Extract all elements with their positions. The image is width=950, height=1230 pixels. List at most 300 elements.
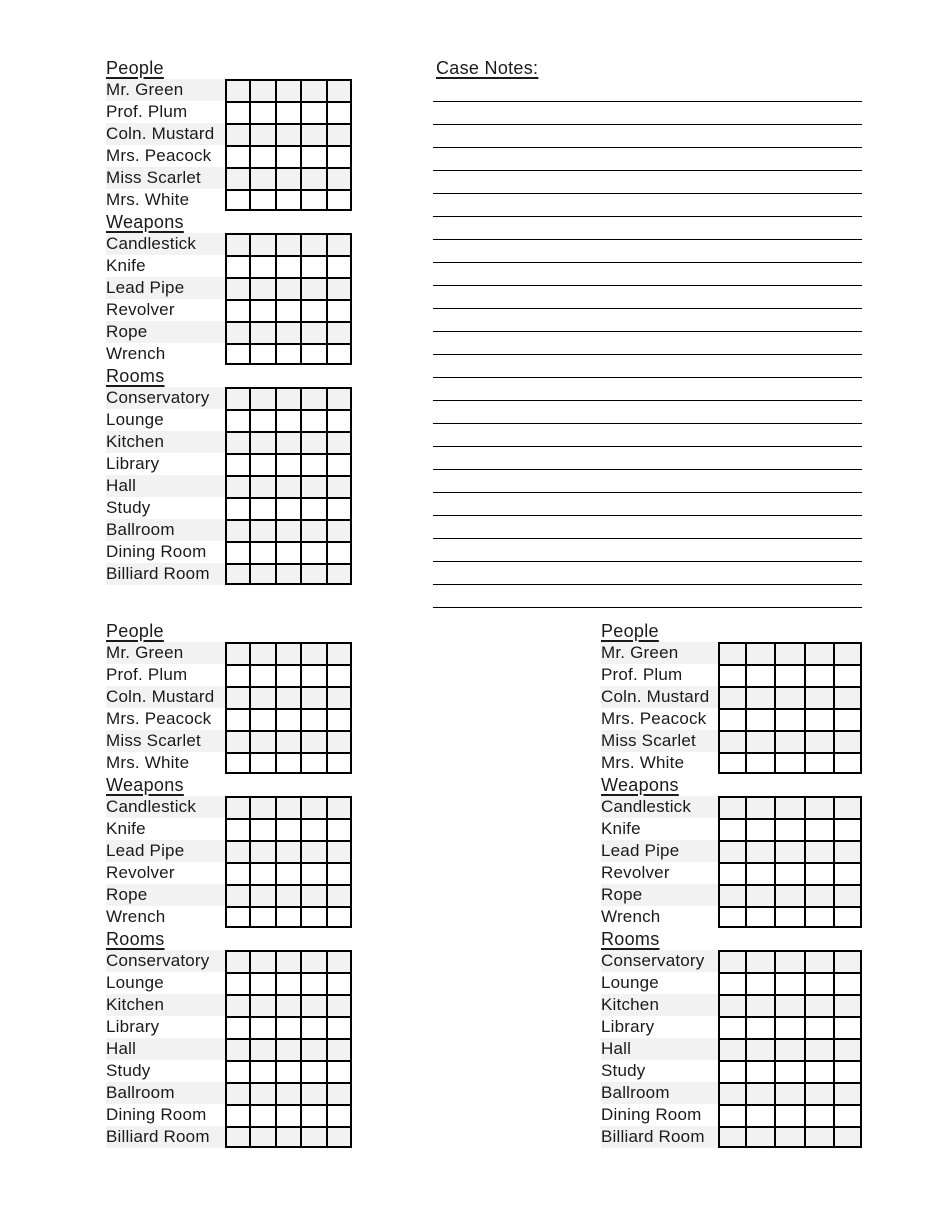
note-line[interactable] (433, 125, 862, 148)
checkbox-cell[interactable] (833, 642, 862, 664)
checkbox-cell[interactable] (300, 477, 326, 497)
note-line[interactable] (433, 493, 862, 516)
checkbox-cell[interactable] (718, 1018, 745, 1038)
checkbox-cell[interactable] (745, 1018, 774, 1038)
checkbox-cell[interactable] (745, 996, 774, 1016)
note-line[interactable] (433, 355, 862, 378)
checkbox-cell[interactable] (275, 499, 301, 519)
checkbox-cell[interactable] (225, 886, 249, 906)
checkbox-cell[interactable] (300, 796, 326, 818)
checkbox-cell[interactable] (225, 191, 249, 211)
checkbox-cell[interactable] (249, 642, 275, 664)
checkbox-cell[interactable] (326, 642, 352, 664)
note-line[interactable] (433, 217, 862, 240)
checkbox-cell[interactable] (275, 169, 301, 189)
checkbox-cell[interactable] (718, 908, 745, 928)
checkbox-cell[interactable] (300, 103, 326, 123)
checkbox-cell[interactable] (774, 842, 803, 862)
checkbox-cell[interactable] (326, 1106, 352, 1126)
checkbox-cell[interactable] (225, 169, 249, 189)
checkbox-cell[interactable] (225, 1062, 249, 1082)
checkbox-cell[interactable] (326, 411, 352, 431)
checkbox-cell[interactable] (745, 908, 774, 928)
checkbox-cell[interactable] (249, 521, 275, 541)
checkbox-cell[interactable] (300, 387, 326, 409)
checkbox-cell[interactable] (804, 1106, 833, 1126)
checkbox-cell[interactable] (249, 796, 275, 818)
checkbox-cell[interactable] (326, 710, 352, 730)
checkbox-cell[interactable] (249, 169, 275, 189)
checkbox-cell[interactable] (300, 974, 326, 994)
checkbox-cell[interactable] (249, 1128, 275, 1148)
checkbox-cell[interactable] (300, 565, 326, 585)
checkbox-cell[interactable] (718, 1106, 745, 1126)
checkbox-cell[interactable] (833, 886, 862, 906)
checkbox-cell[interactable] (745, 1106, 774, 1126)
checkbox-cell[interactable] (225, 521, 249, 541)
checkbox-cell[interactable] (326, 499, 352, 519)
checkbox-cell[interactable] (745, 754, 774, 774)
checkbox-cell[interactable] (249, 1106, 275, 1126)
checkbox-cell[interactable] (275, 974, 301, 994)
checkbox-cell[interactable] (249, 974, 275, 994)
note-line[interactable] (433, 309, 862, 332)
checkbox-cell[interactable] (718, 688, 745, 708)
checkbox-cell[interactable] (275, 1040, 301, 1060)
checkbox-cell[interactable] (326, 1084, 352, 1104)
checkbox-cell[interactable] (804, 842, 833, 862)
checkbox-cell[interactable] (225, 754, 249, 774)
checkbox-cell[interactable] (774, 688, 803, 708)
checkbox-cell[interactable] (804, 1084, 833, 1104)
checkbox-cell[interactable] (745, 842, 774, 862)
checkbox-cell[interactable] (225, 301, 249, 321)
checkbox-cell[interactable] (745, 820, 774, 840)
checkbox-cell[interactable] (249, 323, 275, 343)
checkbox-cell[interactable] (804, 908, 833, 928)
checkbox-cell[interactable] (833, 1018, 862, 1038)
checkbox-cell[interactable] (275, 688, 301, 708)
checkbox-cell[interactable] (745, 796, 774, 818)
checkbox-cell[interactable] (275, 908, 301, 928)
checkbox-cell[interactable] (275, 842, 301, 862)
checkbox-cell[interactable] (225, 323, 249, 343)
checkbox-cell[interactable] (745, 974, 774, 994)
checkbox-cell[interactable] (804, 796, 833, 818)
checkbox-cell[interactable] (275, 233, 301, 255)
checkbox-cell[interactable] (326, 387, 352, 409)
checkbox-cell[interactable] (225, 710, 249, 730)
note-line[interactable] (433, 102, 862, 125)
checkbox-cell[interactable] (275, 79, 301, 101)
checkbox-cell[interactable] (833, 996, 862, 1016)
checkbox-cell[interactable] (774, 710, 803, 730)
note-line[interactable] (433, 286, 862, 309)
checkbox-cell[interactable] (249, 565, 275, 585)
checkbox-cell[interactable] (300, 411, 326, 431)
checkbox-cell[interactable] (774, 1106, 803, 1126)
checkbox-cell[interactable] (774, 1128, 803, 1148)
checkbox-cell[interactable] (300, 1018, 326, 1038)
checkbox-cell[interactable] (774, 1018, 803, 1038)
checkbox-cell[interactable] (249, 950, 275, 972)
checkbox-cell[interactable] (804, 886, 833, 906)
checkbox-cell[interactable] (249, 732, 275, 752)
checkbox-cell[interactable] (804, 1018, 833, 1038)
checkbox-cell[interactable] (804, 642, 833, 664)
checkbox-cell[interactable] (804, 666, 833, 686)
checkbox-cell[interactable] (833, 1040, 862, 1060)
checkbox-cell[interactable] (249, 499, 275, 519)
checkbox-cell[interactable] (300, 864, 326, 884)
checkbox-cell[interactable] (300, 842, 326, 862)
checkbox-cell[interactable] (326, 820, 352, 840)
checkbox-cell[interactable] (249, 455, 275, 475)
checkbox-cell[interactable] (225, 499, 249, 519)
checkbox-cell[interactable] (300, 191, 326, 211)
checkbox-cell[interactable] (225, 477, 249, 497)
checkbox-cell[interactable] (300, 79, 326, 101)
checkbox-cell[interactable] (804, 1128, 833, 1148)
checkbox-cell[interactable] (745, 950, 774, 972)
checkbox-cell[interactable] (225, 820, 249, 840)
checkbox-cell[interactable] (745, 688, 774, 708)
checkbox-cell[interactable] (833, 666, 862, 686)
checkbox-cell[interactable] (225, 642, 249, 664)
checkbox-cell[interactable] (833, 1106, 862, 1126)
checkbox-cell[interactable] (275, 1062, 301, 1082)
checkbox-cell[interactable] (326, 279, 352, 299)
checkbox-cell[interactable] (300, 1128, 326, 1148)
checkbox-cell[interactable] (300, 710, 326, 730)
checkbox-cell[interactable] (804, 864, 833, 884)
checkbox-cell[interactable] (326, 521, 352, 541)
checkbox-cell[interactable] (275, 301, 301, 321)
note-line[interactable] (433, 539, 862, 562)
note-line[interactable] (433, 332, 862, 355)
checkbox-cell[interactable] (326, 543, 352, 563)
checkbox-cell[interactable] (718, 950, 745, 972)
checkbox-cell[interactable] (300, 642, 326, 664)
checkbox-cell[interactable] (300, 688, 326, 708)
checkbox-cell[interactable] (275, 125, 301, 145)
checkbox-cell[interactable] (300, 666, 326, 686)
note-line[interactable] (433, 194, 862, 217)
checkbox-cell[interactable] (326, 257, 352, 277)
note-line[interactable] (433, 263, 862, 286)
checkbox-cell[interactable] (249, 886, 275, 906)
checkbox-cell[interactable] (225, 279, 249, 299)
checkbox-cell[interactable] (275, 455, 301, 475)
checkbox-cell[interactable] (225, 996, 249, 1016)
checkbox-cell[interactable] (225, 455, 249, 475)
checkbox-cell[interactable] (326, 323, 352, 343)
checkbox-cell[interactable] (225, 1106, 249, 1126)
checkbox-cell[interactable] (833, 820, 862, 840)
checkbox-cell[interactable] (326, 842, 352, 862)
checkbox-cell[interactable] (833, 864, 862, 884)
checkbox-cell[interactable] (249, 279, 275, 299)
checkbox-cell[interactable] (718, 974, 745, 994)
checkbox-cell[interactable] (275, 796, 301, 818)
checkbox-cell[interactable] (326, 565, 352, 585)
checkbox-cell[interactable] (225, 103, 249, 123)
checkbox-cell[interactable] (275, 1084, 301, 1104)
checkbox-cell[interactable] (275, 543, 301, 563)
checkbox-cell[interactable] (225, 565, 249, 585)
checkbox-cell[interactable] (225, 974, 249, 994)
checkbox-cell[interactable] (249, 411, 275, 431)
checkbox-cell[interactable] (804, 950, 833, 972)
checkbox-cell[interactable] (275, 147, 301, 167)
checkbox-cell[interactable] (804, 688, 833, 708)
checkbox-cell[interactable] (275, 345, 301, 365)
note-line[interactable] (433, 79, 862, 102)
checkbox-cell[interactable] (804, 996, 833, 1016)
checkbox-cell[interactable] (225, 732, 249, 752)
checkbox-cell[interactable] (249, 996, 275, 1016)
checkbox-cell[interactable] (249, 820, 275, 840)
checkbox-cell[interactable] (275, 1128, 301, 1148)
checkbox-cell[interactable] (833, 1062, 862, 1082)
checkbox-cell[interactable] (745, 666, 774, 686)
checkbox-cell[interactable] (225, 1018, 249, 1038)
checkbox-cell[interactable] (718, 754, 745, 774)
checkbox-cell[interactable] (249, 433, 275, 453)
note-line[interactable] (433, 470, 862, 493)
checkbox-cell[interactable] (774, 642, 803, 664)
checkbox-cell[interactable] (804, 1040, 833, 1060)
checkbox-cell[interactable] (300, 754, 326, 774)
checkbox-cell[interactable] (225, 1128, 249, 1148)
checkbox-cell[interactable] (718, 1040, 745, 1060)
checkbox-cell[interactable] (326, 974, 352, 994)
checkbox-cell[interactable] (326, 1128, 352, 1148)
checkbox-cell[interactable] (300, 499, 326, 519)
checkbox-cell[interactable] (745, 732, 774, 752)
note-line[interactable] (433, 378, 862, 401)
checkbox-cell[interactable] (718, 996, 745, 1016)
checkbox-cell[interactable] (300, 1040, 326, 1060)
checkbox-cell[interactable] (718, 666, 745, 686)
note-line[interactable] (433, 424, 862, 447)
checkbox-cell[interactable] (326, 864, 352, 884)
checkbox-cell[interactable] (275, 411, 301, 431)
checkbox-cell[interactable] (774, 908, 803, 928)
checkbox-cell[interactable] (225, 1084, 249, 1104)
note-line[interactable] (433, 562, 862, 585)
note-line[interactable] (433, 148, 862, 171)
checkbox-cell[interactable] (249, 257, 275, 277)
checkbox-cell[interactable] (326, 666, 352, 686)
checkbox-cell[interactable] (275, 950, 301, 972)
checkbox-cell[interactable] (275, 387, 301, 409)
checkbox-cell[interactable] (326, 345, 352, 365)
checkbox-cell[interactable] (326, 125, 352, 145)
checkbox-cell[interactable] (833, 1084, 862, 1104)
checkbox-cell[interactable] (774, 1062, 803, 1082)
checkbox-cell[interactable] (249, 1062, 275, 1082)
checkbox-cell[interactable] (774, 950, 803, 972)
checkbox-cell[interactable] (745, 1062, 774, 1082)
checkbox-cell[interactable] (833, 732, 862, 752)
checkbox-cell[interactable] (249, 103, 275, 123)
checkbox-cell[interactable] (275, 565, 301, 585)
checkbox-cell[interactable] (249, 387, 275, 409)
checkbox-cell[interactable] (804, 820, 833, 840)
checkbox-cell[interactable] (326, 754, 352, 774)
checkbox-cell[interactable] (275, 732, 301, 752)
checkbox-cell[interactable] (326, 886, 352, 906)
note-line[interactable] (433, 585, 862, 608)
checkbox-cell[interactable] (275, 864, 301, 884)
checkbox-cell[interactable] (249, 191, 275, 211)
checkbox-cell[interactable] (718, 1084, 745, 1104)
checkbox-cell[interactable] (774, 796, 803, 818)
checkbox-cell[interactable] (833, 754, 862, 774)
checkbox-cell[interactable] (833, 974, 862, 994)
checkbox-cell[interactable] (774, 996, 803, 1016)
checkbox-cell[interactable] (300, 345, 326, 365)
checkbox-cell[interactable] (774, 820, 803, 840)
checkbox-cell[interactable] (225, 796, 249, 818)
checkbox-cell[interactable] (745, 864, 774, 884)
checkbox-cell[interactable] (275, 710, 301, 730)
checkbox-cell[interactable] (745, 1128, 774, 1148)
checkbox-cell[interactable] (225, 950, 249, 972)
checkbox-cell[interactable] (275, 666, 301, 686)
checkbox-cell[interactable] (718, 710, 745, 730)
checkbox-cell[interactable] (326, 1018, 352, 1038)
checkbox-cell[interactable] (300, 820, 326, 840)
checkbox-cell[interactable] (718, 732, 745, 752)
checkbox-cell[interactable] (275, 433, 301, 453)
checkbox-cell[interactable] (225, 908, 249, 928)
checkbox-cell[interactable] (326, 477, 352, 497)
checkbox-cell[interactable] (833, 950, 862, 972)
checkbox-cell[interactable] (326, 103, 352, 123)
checkbox-cell[interactable] (249, 688, 275, 708)
checkbox-cell[interactable] (833, 710, 862, 730)
checkbox-cell[interactable] (774, 974, 803, 994)
checkbox-cell[interactable] (300, 908, 326, 928)
checkbox-cell[interactable] (804, 974, 833, 994)
checkbox-cell[interactable] (833, 908, 862, 928)
checkbox-cell[interactable] (275, 886, 301, 906)
checkbox-cell[interactable] (225, 433, 249, 453)
checkbox-cell[interactable] (249, 754, 275, 774)
checkbox-cell[interactable] (249, 147, 275, 167)
checkbox-cell[interactable] (249, 233, 275, 255)
checkbox-cell[interactable] (326, 455, 352, 475)
checkbox-cell[interactable] (275, 477, 301, 497)
checkbox-cell[interactable] (300, 732, 326, 752)
checkbox-cell[interactable] (833, 1128, 862, 1148)
checkbox-cell[interactable] (804, 1062, 833, 1082)
checkbox-cell[interactable] (249, 345, 275, 365)
checkbox-cell[interactable] (774, 886, 803, 906)
checkbox-cell[interactable] (326, 191, 352, 211)
checkbox-cell[interactable] (300, 433, 326, 453)
checkbox-cell[interactable] (300, 323, 326, 343)
checkbox-cell[interactable] (225, 147, 249, 167)
checkbox-cell[interactable] (718, 1128, 745, 1148)
checkbox-cell[interactable] (718, 864, 745, 884)
checkbox-cell[interactable] (300, 257, 326, 277)
checkbox-cell[interactable] (745, 710, 774, 730)
checkbox-cell[interactable] (300, 1084, 326, 1104)
checkbox-cell[interactable] (275, 521, 301, 541)
checkbox-cell[interactable] (275, 1018, 301, 1038)
checkbox-cell[interactable] (225, 543, 249, 563)
checkbox-cell[interactable] (300, 169, 326, 189)
checkbox-cell[interactable] (249, 908, 275, 928)
checkbox-cell[interactable] (774, 1040, 803, 1060)
checkbox-cell[interactable] (774, 666, 803, 686)
checkbox-cell[interactable] (225, 1040, 249, 1060)
checkbox-cell[interactable] (275, 257, 301, 277)
checkbox-cell[interactable] (718, 1062, 745, 1082)
checkbox-cell[interactable] (745, 886, 774, 906)
checkbox-cell[interactable] (774, 732, 803, 752)
checkbox-cell[interactable] (249, 543, 275, 563)
checkbox-cell[interactable] (718, 886, 745, 906)
checkbox-cell[interactable] (326, 1040, 352, 1060)
checkbox-cell[interactable] (833, 842, 862, 862)
checkbox-cell[interactable] (275, 642, 301, 664)
checkbox-cell[interactable] (300, 301, 326, 321)
checkbox-cell[interactable] (300, 1062, 326, 1082)
checkbox-cell[interactable] (275, 996, 301, 1016)
checkbox-cell[interactable] (249, 1018, 275, 1038)
checkbox-cell[interactable] (300, 125, 326, 145)
checkbox-cell[interactable] (225, 842, 249, 862)
checkbox-cell[interactable] (275, 103, 301, 123)
checkbox-cell[interactable] (326, 1062, 352, 1082)
checkbox-cell[interactable] (300, 455, 326, 475)
checkbox-cell[interactable] (326, 79, 352, 101)
checkbox-cell[interactable] (249, 864, 275, 884)
note-line[interactable] (433, 516, 862, 539)
checkbox-cell[interactable] (326, 732, 352, 752)
checkbox-cell[interactable] (326, 169, 352, 189)
checkbox-cell[interactable] (249, 1040, 275, 1060)
checkbox-cell[interactable] (275, 279, 301, 299)
checkbox-cell[interactable] (225, 345, 249, 365)
checkbox-cell[interactable] (745, 642, 774, 664)
note-line[interactable] (433, 401, 862, 424)
checkbox-cell[interactable] (774, 754, 803, 774)
checkbox-cell[interactable] (249, 842, 275, 862)
checkbox-cell[interactable] (745, 1040, 774, 1060)
checkbox-cell[interactable] (225, 125, 249, 145)
checkbox-cell[interactable] (300, 147, 326, 167)
checkbox-cell[interactable] (326, 233, 352, 255)
checkbox-cell[interactable] (225, 666, 249, 686)
checkbox-cell[interactable] (275, 754, 301, 774)
checkbox-cell[interactable] (300, 279, 326, 299)
checkbox-cell[interactable] (275, 191, 301, 211)
checkbox-cell[interactable] (225, 688, 249, 708)
checkbox-cell[interactable] (300, 233, 326, 255)
checkbox-cell[interactable] (300, 886, 326, 906)
checkbox-cell[interactable] (718, 642, 745, 664)
checkbox-cell[interactable] (774, 1084, 803, 1104)
checkbox-cell[interactable] (249, 666, 275, 686)
checkbox-cell[interactable] (326, 950, 352, 972)
checkbox-cell[interactable] (249, 125, 275, 145)
checkbox-cell[interactable] (249, 477, 275, 497)
